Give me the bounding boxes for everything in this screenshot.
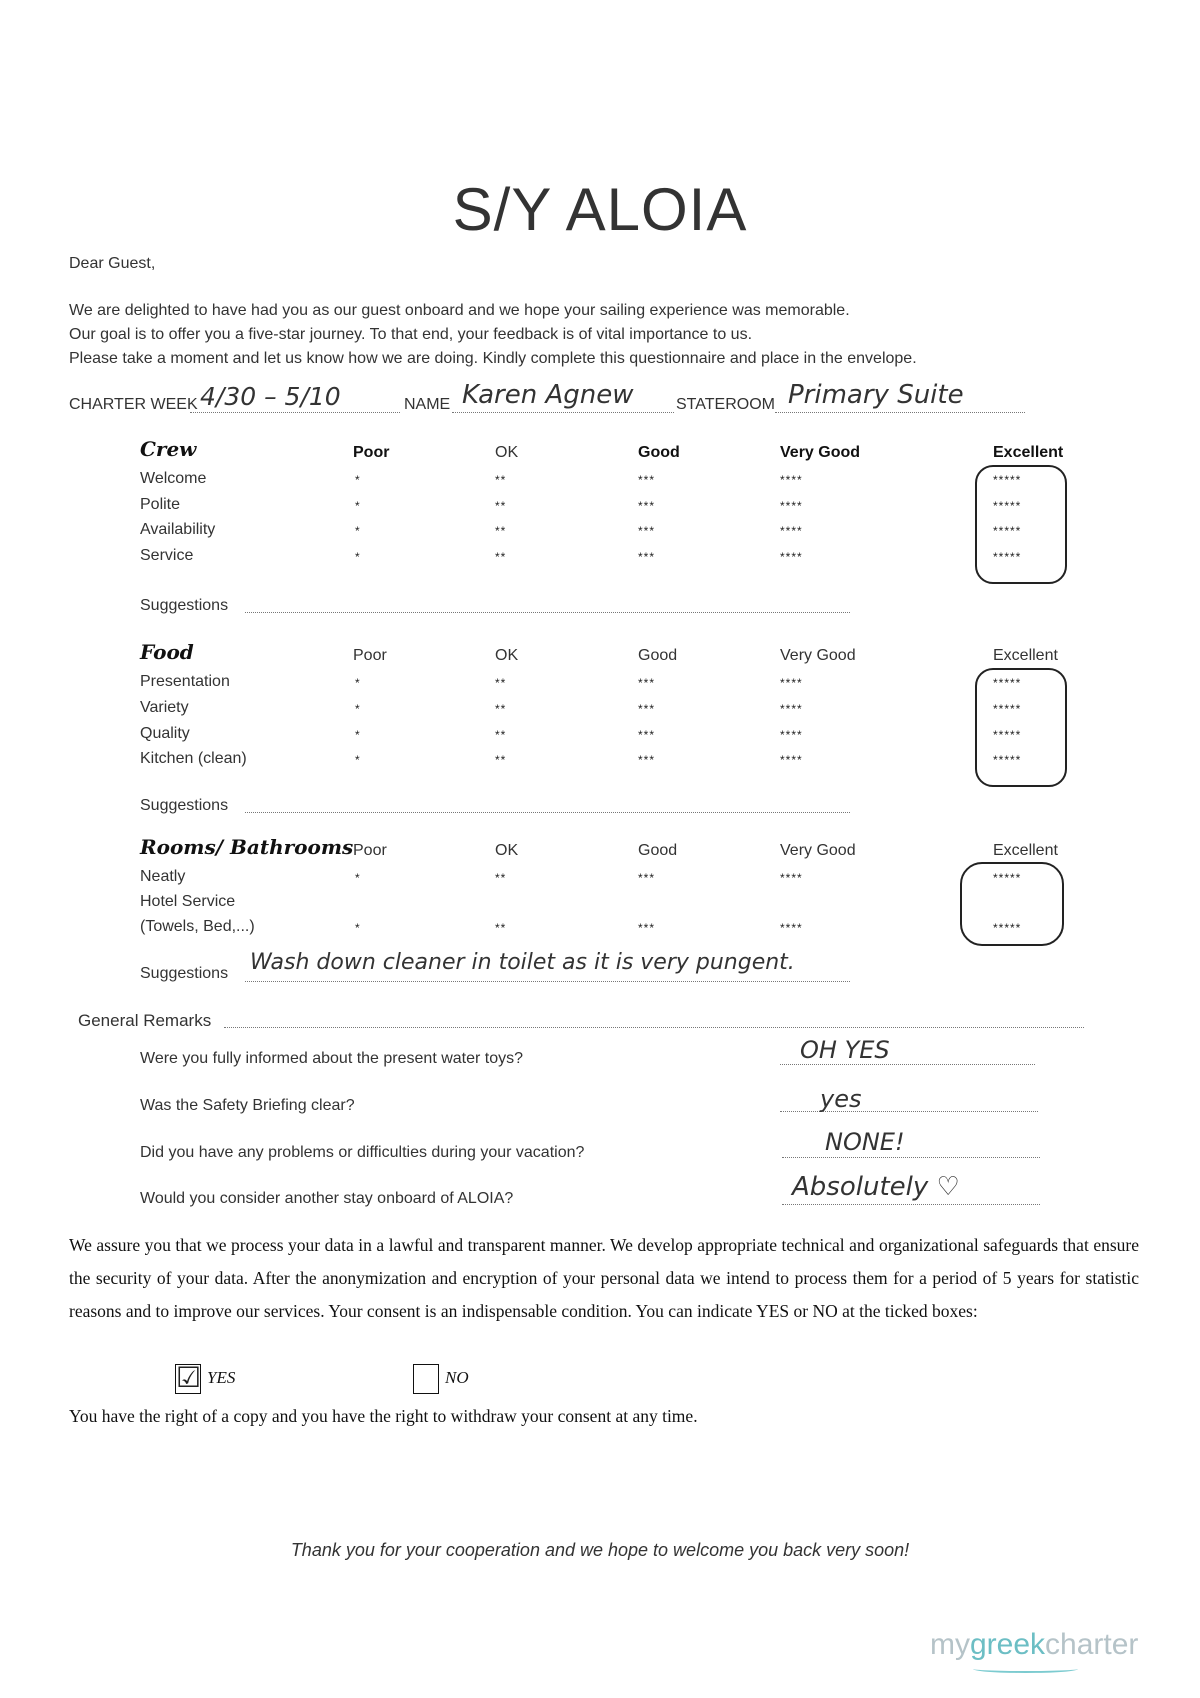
star-very-good[interactable]: ****	[780, 702, 803, 716]
stateroom-label: STATEROOM	[676, 396, 775, 413]
rooms-item-neatly: Neatly	[140, 868, 186, 885]
star-very-good[interactable]: ****	[780, 676, 803, 690]
section-title-crew: Crew	[140, 437, 197, 461]
food-item-variety: Variety	[140, 699, 189, 716]
answer-safety-briefing[interactable]: yes	[820, 1085, 862, 1113]
rooms-excellent-circle	[960, 862, 1064, 946]
star-poor[interactable]: *	[355, 753, 361, 767]
answer-problems[interactable]: NONE!	[825, 1128, 905, 1156]
answer-line-4	[782, 1204, 1040, 1205]
greeting: Dear Guest,	[69, 255, 156, 272]
charter-week-line	[190, 412, 400, 413]
star-good[interactable]: ***	[638, 676, 656, 690]
food-item-presentation: Presentation	[140, 673, 230, 690]
star-excellent[interactable]: *****	[993, 676, 1022, 690]
star-very-good[interactable]: ****	[780, 871, 803, 885]
star-excellent[interactable]: *****	[993, 871, 1022, 885]
star-good[interactable]: ***	[638, 921, 656, 935]
consent-no-checkbox[interactable]	[413, 1364, 439, 1394]
intro-line-2: Our goal is to offer you a five-star journey. To that end, your feedback is of vital importance to us.	[69, 326, 753, 343]
star-ok[interactable]: **	[495, 473, 507, 487]
star-good[interactable]: ***	[638, 499, 656, 513]
star-very-good[interactable]: ****	[780, 728, 803, 742]
star-good[interactable]: ***	[638, 728, 656, 742]
col-header-good: Good	[638, 444, 680, 461]
rooms-item-towels-bed: (Towels, Bed,...)	[140, 918, 255, 935]
star-ok[interactable]: **	[495, 676, 507, 690]
food-excellent-circle	[975, 668, 1067, 787]
col-header-poor: Poor	[353, 647, 387, 664]
star-very-good[interactable]: ****	[780, 524, 803, 538]
star-good[interactable]: ***	[638, 753, 656, 767]
star-poor[interactable]: *	[355, 550, 361, 564]
closing-message: Thank you for your cooperation and we hope to welcome you back very soon!	[290, 1540, 910, 1560]
star-excellent[interactable]: *****	[993, 499, 1022, 513]
yacht-title: S/Y ALOIA	[452, 176, 748, 243]
rooms-item-hotel-service: Hotel Service	[140, 893, 236, 910]
star-excellent[interactable]: *****	[993, 921, 1022, 935]
answer-another-stay[interactable]: Absolutely ♡	[792, 1172, 960, 1202]
name-label: NAME	[404, 396, 451, 413]
check-mark-icon: ☑	[176, 1361, 202, 1394]
watermark-suffix: charter	[1045, 1628, 1139, 1661]
col-header-excellent: Excellent	[993, 647, 1058, 664]
star-ok[interactable]: **	[495, 728, 507, 742]
col-header-good: Good	[638, 647, 678, 664]
col-header-ok: OK	[495, 842, 519, 859]
col-header-very-good: Very Good	[780, 842, 856, 859]
watermark-prefix: my	[930, 1628, 970, 1661]
star-excellent[interactable]: *****	[993, 550, 1022, 564]
food-item-kitchen: Kitchen (clean)	[140, 750, 247, 767]
star-poor[interactable]: *	[355, 921, 361, 935]
question-problems: Did you have any problems or difficulties during your vacation?	[140, 1144, 585, 1161]
crew-item-polite: Polite	[140, 496, 181, 513]
consent-yes-checkbox[interactable]	[175, 1361, 202, 1394]
star-poor[interactable]: *	[355, 871, 361, 885]
col-header-poor: Poor	[353, 842, 387, 859]
consent-yes-label: YES	[207, 1368, 236, 1387]
star-ok[interactable]: **	[495, 702, 507, 716]
star-poor[interactable]: *	[355, 473, 361, 487]
star-poor[interactable]: *	[355, 524, 361, 538]
star-excellent[interactable]: *****	[993, 702, 1022, 716]
stateroom-line	[775, 412, 1025, 413]
food-suggestions-line[interactable]	[245, 812, 850, 813]
col-header-poor: Poor	[353, 444, 390, 461]
col-header-ok: OK	[495, 444, 519, 461]
col-header-ok: OK	[495, 647, 519, 664]
name-line	[452, 412, 674, 413]
star-excellent[interactable]: *****	[993, 524, 1022, 538]
stateroom-value[interactable]: Primary Suite	[788, 380, 964, 410]
answer-water-toys[interactable]: OH YES	[800, 1036, 890, 1064]
rooms-suggestions-value[interactable]: Wash down cleaner in toilet as it is very pungent.	[250, 950, 795, 975]
watermark-wave-icon	[973, 1665, 1078, 1673]
charter-week-label: CHARTER WEEK	[69, 396, 198, 413]
col-header-excellent: Excellent	[993, 842, 1058, 859]
answer-line-2	[780, 1111, 1038, 1112]
watermark-accent: greek	[970, 1628, 1046, 1661]
general-remarks-line[interactable]	[224, 1027, 1084, 1028]
name-value[interactable]: Karen Agnew	[462, 380, 634, 410]
star-good[interactable]: ***	[638, 524, 656, 538]
star-very-good[interactable]: ****	[780, 550, 803, 564]
rights-text: You have the right of a copy and you have the right to withdraw your consent at any time.	[69, 1406, 698, 1426]
star-poor[interactable]: *	[355, 728, 361, 742]
star-poor[interactable]: *	[355, 676, 361, 690]
star-excellent[interactable]: *****	[993, 753, 1022, 767]
question-water-toys: Were you fully informed about the present water toys?	[140, 1050, 524, 1067]
crew-item-service: Service	[140, 547, 194, 564]
answer-line-3	[782, 1157, 1040, 1158]
intro-line-1: We are delighted to have had you as our guest onboard and we hope your sailing experience was memorable.	[69, 302, 850, 319]
col-header-very-good: Very Good	[780, 647, 856, 664]
star-good[interactable]: ***	[638, 550, 656, 564]
crew-excellent-circle	[975, 465, 1067, 584]
star-very-good[interactable]: ****	[780, 753, 803, 767]
food-suggestions-label: Suggestions	[140, 797, 229, 814]
crew-item-availability: Availability	[140, 521, 216, 538]
star-very-good[interactable]: ****	[780, 473, 803, 487]
section-title-rooms: Rooms/ Bathrooms	[140, 835, 354, 859]
rooms-suggestions-line	[245, 981, 850, 982]
answer-line-1	[780, 1064, 1035, 1065]
charter-week-value[interactable]: 4/30 – 5/10	[200, 382, 341, 411]
star-good[interactable]: ***	[638, 871, 656, 885]
star-excellent[interactable]: *****	[993, 728, 1022, 742]
star-very-good[interactable]: ****	[780, 499, 803, 513]
crew-suggestions-line[interactable]	[245, 612, 850, 613]
star-ok[interactable]: **	[495, 499, 507, 513]
star-ok[interactable]: **	[495, 753, 507, 767]
star-ok[interactable]: **	[495, 871, 507, 885]
rooms-suggestions-label: Suggestions	[140, 965, 229, 982]
data-consent-text: We assure you that we process your data in a lawful and transparent manner. We develop appropriate technical and organizational safeguards that ensure the security of your data. After the anonymization and encryption of your personal data we intend to process them for a period of 5 years for statistic reasons and to improve our services. Your consent is an indispensable condition. You can indicate YES or NO at the ticked boxes:	[69, 1235, 1139, 1321]
star-poor[interactable]: *	[355, 702, 361, 716]
star-good[interactable]: ***	[638, 702, 656, 716]
col-header-very-good: Very Good	[780, 444, 861, 461]
question-another-stay: Would you consider another stay onboard of ALOIA?	[140, 1190, 514, 1207]
watermark-logo	[930, 1628, 1138, 1662]
general-remarks-label: General Remarks	[78, 1011, 212, 1030]
intro-line-3: Please take a moment and let us know how we are doing. Kindly complete this questionnaire and place in the envelope.	[69, 350, 917, 367]
crew-suggestions-label: Suggestions	[140, 597, 229, 614]
col-header-good: Good	[638, 842, 678, 859]
section-title-food: Food	[140, 640, 194, 664]
star-excellent[interactable]: *****	[993, 473, 1022, 487]
star-poor[interactable]: *	[355, 499, 361, 513]
star-ok[interactable]: **	[495, 921, 507, 935]
question-safety-briefing: Was the Safety Briefing clear?	[140, 1097, 355, 1114]
food-item-quality: Quality	[140, 725, 190, 742]
star-ok[interactable]: **	[495, 550, 507, 564]
crew-item-welcome: Welcome	[140, 470, 207, 487]
star-good[interactable]: ***	[638, 473, 656, 487]
col-header-excellent: Excellent	[993, 444, 1064, 461]
star-ok[interactable]: **	[495, 524, 507, 538]
consent-no-label: NO	[445, 1368, 469, 1387]
star-very-good[interactable]: ****	[780, 921, 803, 935]
